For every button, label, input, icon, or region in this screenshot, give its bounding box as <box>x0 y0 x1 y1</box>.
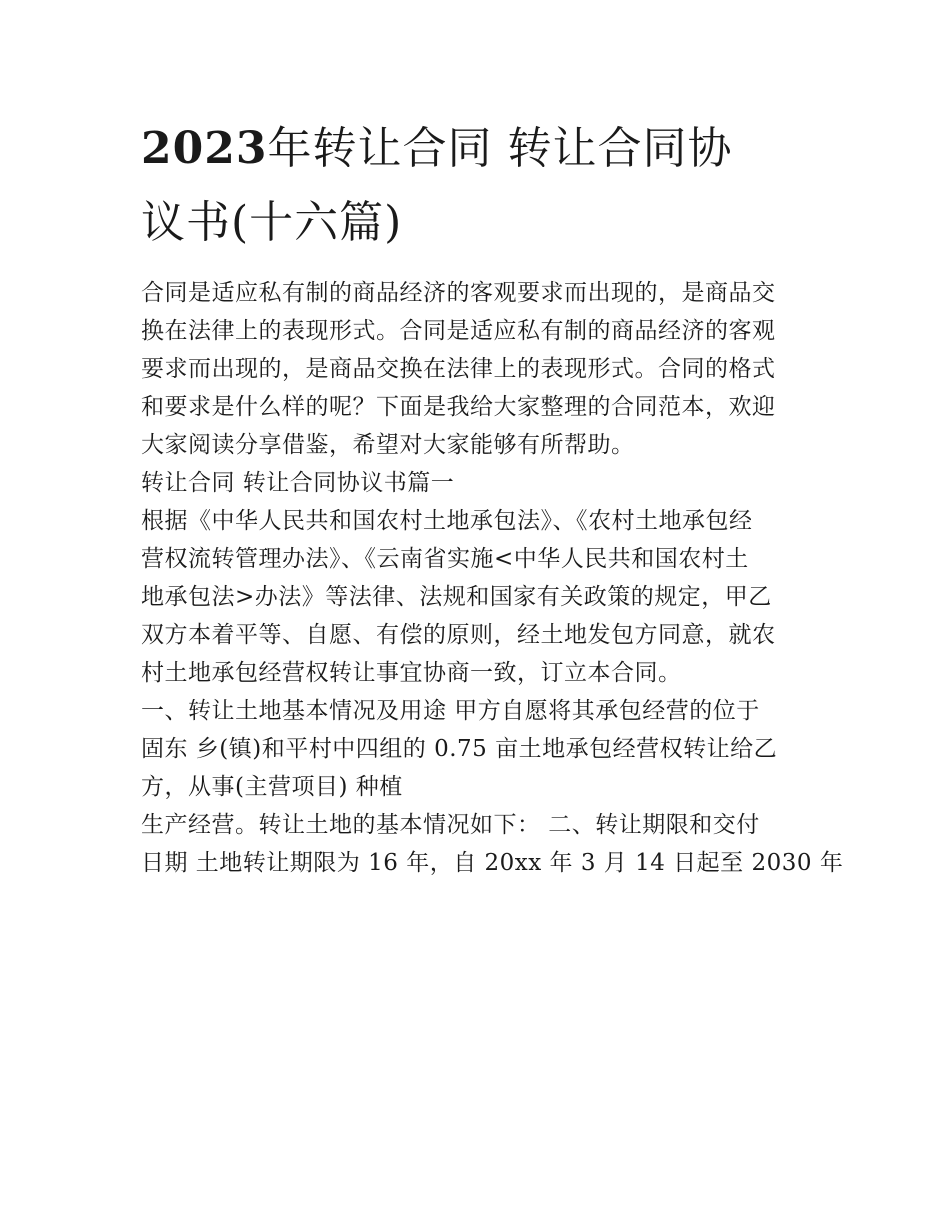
basis-line: 村土地承包经营权转让事宜协商一致，订立本合同。 <box>141 660 682 686</box>
document-title <box>141 112 813 260</box>
section-heading <box>141 464 813 502</box>
title-line-2: 议书(十六篇) <box>141 197 403 248</box>
intro-line: 要求而出现的，是商品交换在法律上的表现形式。合同的格式 <box>141 356 776 382</box>
clause-2-line: 生产经营。转让土地的基本情况如下： 二、转让期限和交付 <box>141 812 760 838</box>
intro-line: 合同是适应私有制的商品经济的客观要求而出现的，是商品交 <box>141 280 776 306</box>
clause-1-line: 固东 乡(镇)和平村中四组的 0.75 亩土地承包经营权转让给乙 <box>141 736 778 762</box>
intro-line: 和要求是什么样的呢？下面是我给大家整理的合同范本，欢迎 <box>141 394 776 420</box>
title-text: 年转让合同 转让合同协 <box>267 123 733 174</box>
clause-1-line: 方，从事(主营项目) 种植 <box>141 774 403 800</box>
title-year: 2023 <box>141 123 268 174</box>
title-line-1 <box>141 112 813 186</box>
intro-line: 大家阅读分享借鉴，希望对大家能够有所帮助。 <box>141 432 635 458</box>
clause-2-paragraph <box>141 806 844 882</box>
basis-line: 地承包法>办法》等法律、法规和国家有关政策的规定，甲乙 <box>141 584 772 610</box>
clause-1-paragraph <box>141 692 813 806</box>
clause-2-line: 日期 土地转让期限为 16 年，自 20xx 年 3 月 14 日起至 2030 年 <box>141 850 844 876</box>
basis-line: 营权流转管理办法》、《云南省实施<中华人民共和国农村土 <box>141 546 749 572</box>
basis-paragraph <box>141 502 813 692</box>
document-content <box>141 112 844 882</box>
section-heading-text: 转让合同 转让合同协议书篇一 <box>141 470 455 496</box>
basis-line: 双方本着平等、自愿、有偿的原则，经土地发包方同意，就农 <box>141 622 776 648</box>
intro-paragraph <box>141 274 813 464</box>
clause-1-line: 一、转让土地基本情况及用途 甲方自愿将其承包经营的位于 <box>141 698 760 724</box>
intro-line: 换在法律上的表现形式。合同是适应私有制的商品经济的客观 <box>141 318 776 344</box>
basis-line: 根据《中华人民共和国农村土地承包法》、《农村土地承包经 <box>141 508 753 534</box>
